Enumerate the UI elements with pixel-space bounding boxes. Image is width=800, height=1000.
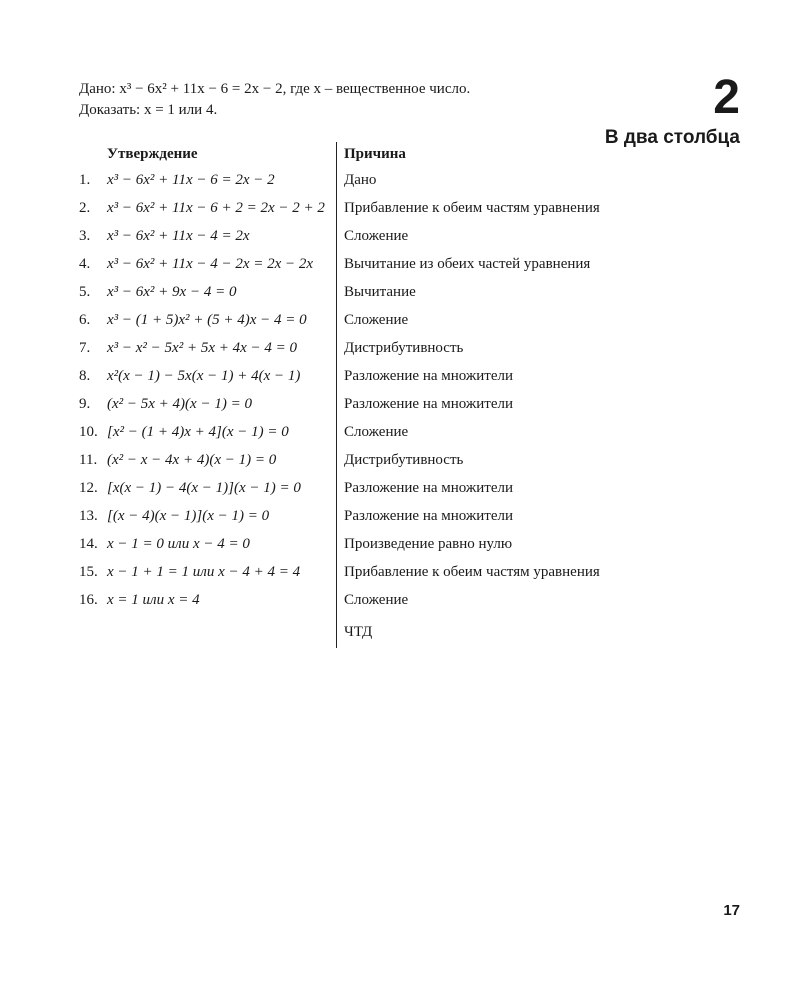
proof-row: [0, 532, 800, 560]
reason-text: Дано: [344, 172, 377, 188]
step-number: 14.: [79, 536, 98, 552]
proof-row: [0, 308, 800, 336]
reason-text: Сложение: [344, 312, 409, 328]
reason-text: Разложение на множители: [344, 480, 514, 496]
proof-row: [0, 504, 800, 532]
reason-text: Прибавление к обеим частям уравнения: [344, 564, 600, 580]
statement-text: x³ − 6x² + 11x − 6 + 2 = 2x − 2 + 2: [107, 200, 325, 216]
step-number: 2.: [79, 200, 91, 216]
statement-text: x − 1 + 1 = 1 или x − 4 + 4 = 4: [107, 564, 301, 580]
proof-row: [0, 168, 800, 196]
proof-row: [0, 364, 800, 392]
proof-row: [0, 420, 800, 448]
step-number: 16.: [79, 592, 98, 608]
given-line: Дано: x³ − 6x² + 11x − 6 = 2x − 2, где x – вещественное число.: [79, 81, 471, 97]
statement-column-header: Утверждение: [107, 146, 198, 162]
reason-text: Разложение на множители: [344, 368, 514, 384]
statement-text: (x² − 5x + 4)(x − 1) = 0: [107, 396, 252, 412]
qed-mark: ЧТД: [344, 624, 373, 640]
step-number: 11.: [79, 452, 98, 468]
statement-text: [x² − (1 + 4)x + 4](x − 1) = 0: [107, 424, 289, 440]
step-number: 6.: [79, 312, 91, 328]
reason-text: Сложение: [344, 592, 409, 608]
reason-text: Вычитание: [344, 284, 416, 300]
statement-text: x³ − 6x² + 9x − 4 = 0: [107, 284, 237, 300]
proof-row: [0, 476, 800, 504]
reason-text: Сложение: [344, 424, 409, 440]
statement-text: x³ − (1 + 5)x² + (5 + 4)x − 4 = 0: [107, 312, 307, 328]
statement-text: x²(x − 1) − 5x(x − 1) + 4(x − 1): [107, 368, 301, 384]
step-number: 10.: [79, 424, 98, 440]
given-block: [79, 79, 470, 121]
step-number: 8.: [79, 368, 91, 384]
reason-text: Прибавление к обеим частям уравнения: [344, 200, 600, 216]
proof-row: [0, 560, 800, 588]
statement-text: (x² − x − 4x + 4)(x − 1) = 0: [107, 452, 277, 468]
step-number: 12.: [79, 480, 98, 496]
proof-row: [0, 224, 800, 252]
reason-text: Сложение: [344, 228, 409, 244]
reason-text: Вычитание из обеих частей уравнения: [344, 256, 591, 272]
statement-text: x³ − x² − 5x² + 5x + 4x − 4 = 0: [107, 340, 298, 356]
statement-text: [x(x − 1) − 4(x − 1)](x − 1) = 0: [107, 480, 301, 496]
proof-row: [0, 252, 800, 280]
statement-text: [(x − 4)(x − 1)](x − 1) = 0: [107, 508, 270, 524]
chapter-title: В два столбца: [604, 127, 740, 148]
chapter-number: 2: [713, 71, 740, 124]
reason-text: Разложение на множители: [344, 396, 514, 412]
statement-text: x = 1 или x = 4: [107, 592, 200, 608]
statement-text: x³ − 6x² + 11x − 6 = 2x − 2: [107, 172, 275, 188]
step-number: 3.: [79, 228, 91, 244]
proof-row: [0, 448, 800, 476]
step-number: 9.: [79, 396, 91, 412]
page-number: 17: [723, 902, 740, 919]
reason-text: Дистрибутивность: [344, 340, 464, 356]
reason-text: Разложение на множители: [344, 508, 514, 524]
step-number: 7.: [79, 340, 91, 356]
statement-text: x − 1 = 0 или x − 4 = 0: [107, 536, 250, 552]
reason-column-header: Причина: [344, 146, 406, 162]
reason-text: Дистрибутивность: [344, 452, 464, 468]
proof-row: [0, 392, 800, 420]
reason-text: Произведение равно нулю: [344, 536, 513, 552]
step-number: 5.: [79, 284, 91, 300]
step-number: 4.: [79, 256, 91, 272]
proof-row: [0, 280, 800, 308]
proof-row: [0, 196, 800, 224]
statement-text: x³ − 6x² + 11x − 4 − 2x = 2x − 2x: [107, 256, 314, 272]
step-number: 13.: [79, 508, 98, 524]
statement-text: x³ − 6x² + 11x − 4 = 2x: [107, 228, 250, 244]
proof-row: [0, 336, 800, 364]
prove-line: Доказать: x = 1 или 4.: [79, 102, 218, 118]
proof-row: [0, 588, 800, 616]
step-number: 15.: [79, 564, 98, 580]
step-number: 1.: [79, 172, 91, 188]
